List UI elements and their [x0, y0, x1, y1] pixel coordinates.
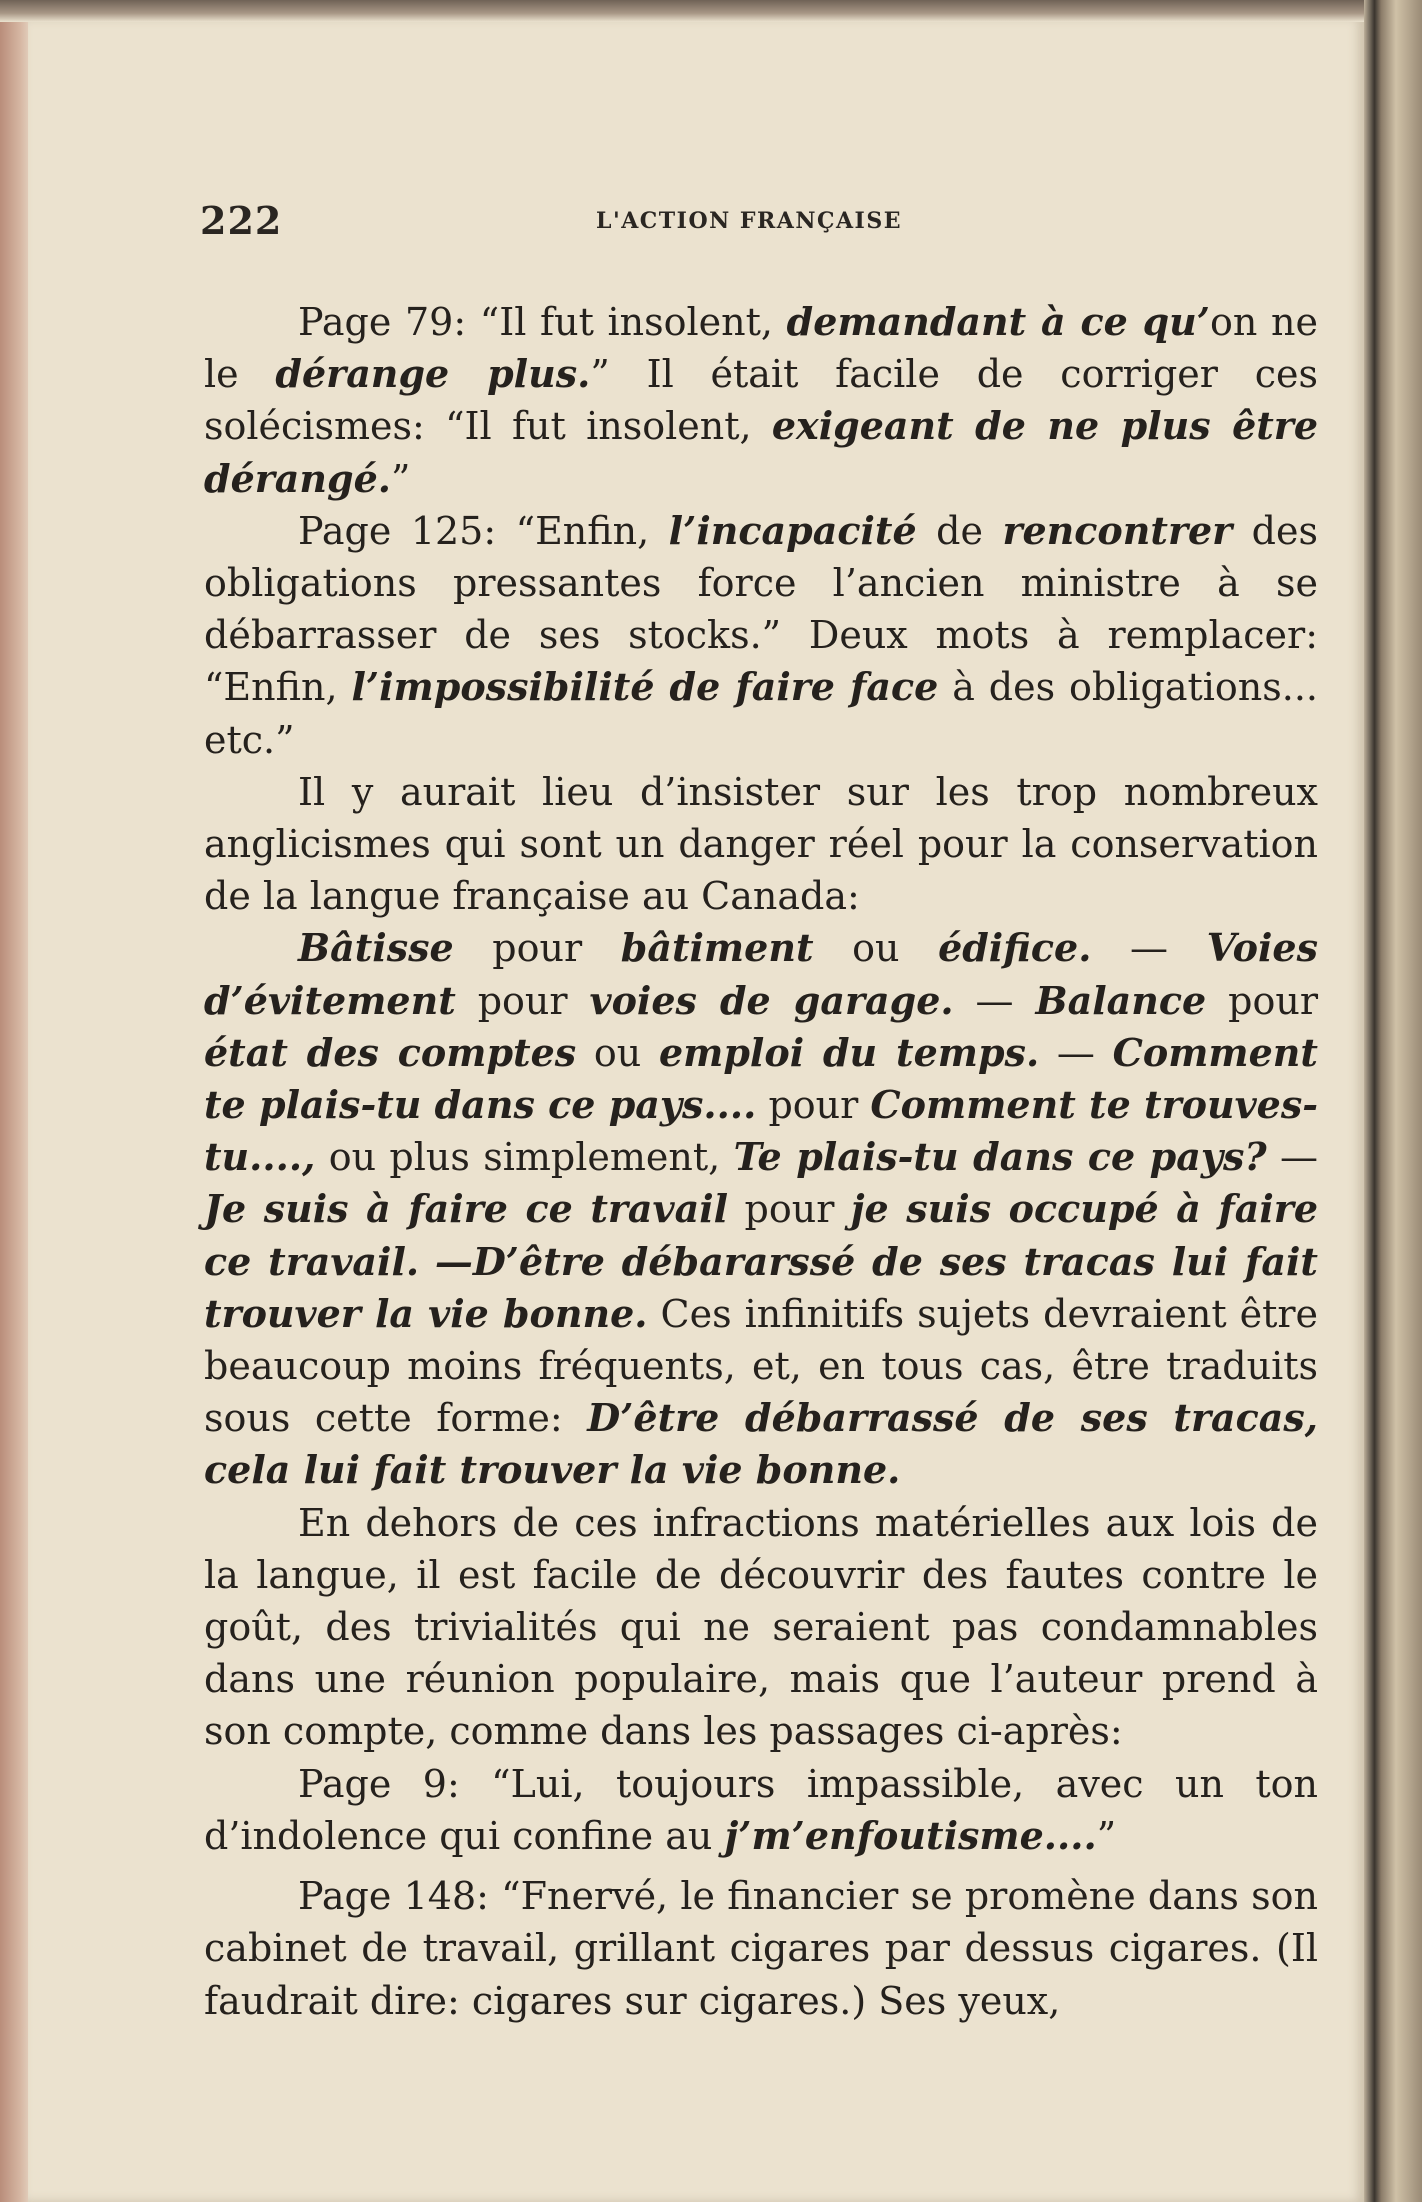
text-run: ” [391, 456, 411, 501]
text-run: ou [576, 1030, 659, 1075]
text-run: — [1091, 926, 1207, 971]
italic-text: exigeant de ne plus être dérangé. [204, 403, 1318, 501]
book-spine-edge [1364, 0, 1422, 2202]
text-run: de [916, 508, 1003, 553]
italic-text: Comment te plais-tu dans ce pays.... [204, 1029, 1318, 1128]
text-run: pour [728, 1187, 851, 1232]
text-run: on ne le [204, 300, 1318, 397]
text-run: Ces infinitifs sujets devraient être beaucoup moins fréquents, et, en tous cas, être traduits sous cette forme: [204, 1291, 1319, 1441]
italic-text: édifice. [938, 925, 1092, 971]
italic-text: emploi du temps. [658, 1029, 1040, 1075]
text-run: En dehors de ces infractions matérielles aux lois de la langue, il est facile de découvrir des fautes contre le goût, des trivialités qui ne seraient pas condamnables dans une réunion populaire, mais que l’auteur prend à son compte, comme dans les passages ci-après: [204, 1500, 1318, 1754]
page-number: 222 [200, 198, 283, 243]
text-run: ou plus simplement, [315, 1135, 734, 1180]
text-run: ” Il était facile de corriger ces solécismes: “Il fut insolent, [204, 352, 1318, 449]
text-run: Page 148: “Fnervé, le financier se promène dans son cabinet de travail, grillant cigares par dessus cigares. (Il faudrait dire: cigares sur cigares.) Ses yeux, [204, 1874, 1318, 2023]
italic-text: Te plais-tu dans ce pays? [733, 1134, 1267, 1180]
text-run: Il y aurait lieu d’insister sur les trop nombreux anglicismes qui sont un danger réel pour la conservation de la langue française au Canada: [204, 769, 1318, 919]
text-run: ou [813, 926, 939, 971]
italic-text: Comment te trouves-tu...., [204, 1082, 1319, 1180]
paragraph [204, 766, 1318, 923]
running-head: L'ACTION FRANÇAISE [596, 208, 902, 234]
text-run: pour [1206, 978, 1318, 1023]
italic-text: voies de garage. [589, 977, 954, 1023]
text-run: Page 79: “Il fut insolent, [298, 300, 787, 344]
paragraph [204, 1758, 1318, 1862]
italic-text: Voies d’évitement [204, 925, 1318, 1023]
page-header [200, 198, 1316, 258]
text-run: pour [756, 1083, 871, 1128]
italic-text: état des comptes [204, 1029, 577, 1075]
italic-text: Je suis à faire ce travail [204, 1186, 729, 1232]
italic-text: rencontrer [1002, 507, 1233, 553]
paragraph [204, 505, 1318, 766]
italic-text: Balance [1035, 977, 1207, 1023]
book-top-edge [0, 0, 1422, 22]
italic-text: je suis occupé à faire ce travail. [204, 1186, 1318, 1284]
italic-text: l’impossibilité de faire face [351, 664, 939, 710]
italic-text: dérange plus. [275, 351, 591, 397]
italic-text: j’m’enfoutisme.... [724, 1812, 1097, 1858]
text-run: — [1039, 1030, 1113, 1075]
text-run: — [1266, 1135, 1318, 1180]
paragraph [204, 296, 1318, 505]
text-run: pour [453, 926, 621, 971]
italic-text: l’incapacité [668, 507, 917, 553]
paragraph [204, 1497, 1318, 1758]
italic-text: demandant à ce qu’ [786, 299, 1211, 344]
body-text [204, 296, 1318, 2027]
text-run [419, 1240, 435, 1284]
italic-text: —D’être débararssé de ses tracas lui fait trouver la vie bonne. [204, 1238, 1318, 1336]
text-run: Page 125: “Enfin, [298, 508, 669, 553]
paragraph [204, 922, 1318, 1496]
italic-text: bâtiment [620, 925, 814, 971]
text-run: pour [455, 978, 590, 1023]
paragraph [204, 1870, 1318, 2027]
text-run: — [953, 978, 1036, 1023]
text-run: à des obligations... etc.” [204, 665, 1319, 762]
italic-text: Bâtisse [298, 925, 454, 971]
text-run: des obligations pressantes force l’ancien ministre à se débarrasser de ses stocks.” Deux mots à remplacer: “Enfin, [204, 508, 1318, 710]
text-run: ” [1096, 1813, 1117, 1858]
italic-text: D’être débarrassé de ses tracas, cela lui fait trouver la vie bonne. [204, 1395, 1318, 1493]
text-run: Page 9: “Lui, toujours impassible, avec un ton d’indolence qui confine au [204, 1761, 1318, 1858]
